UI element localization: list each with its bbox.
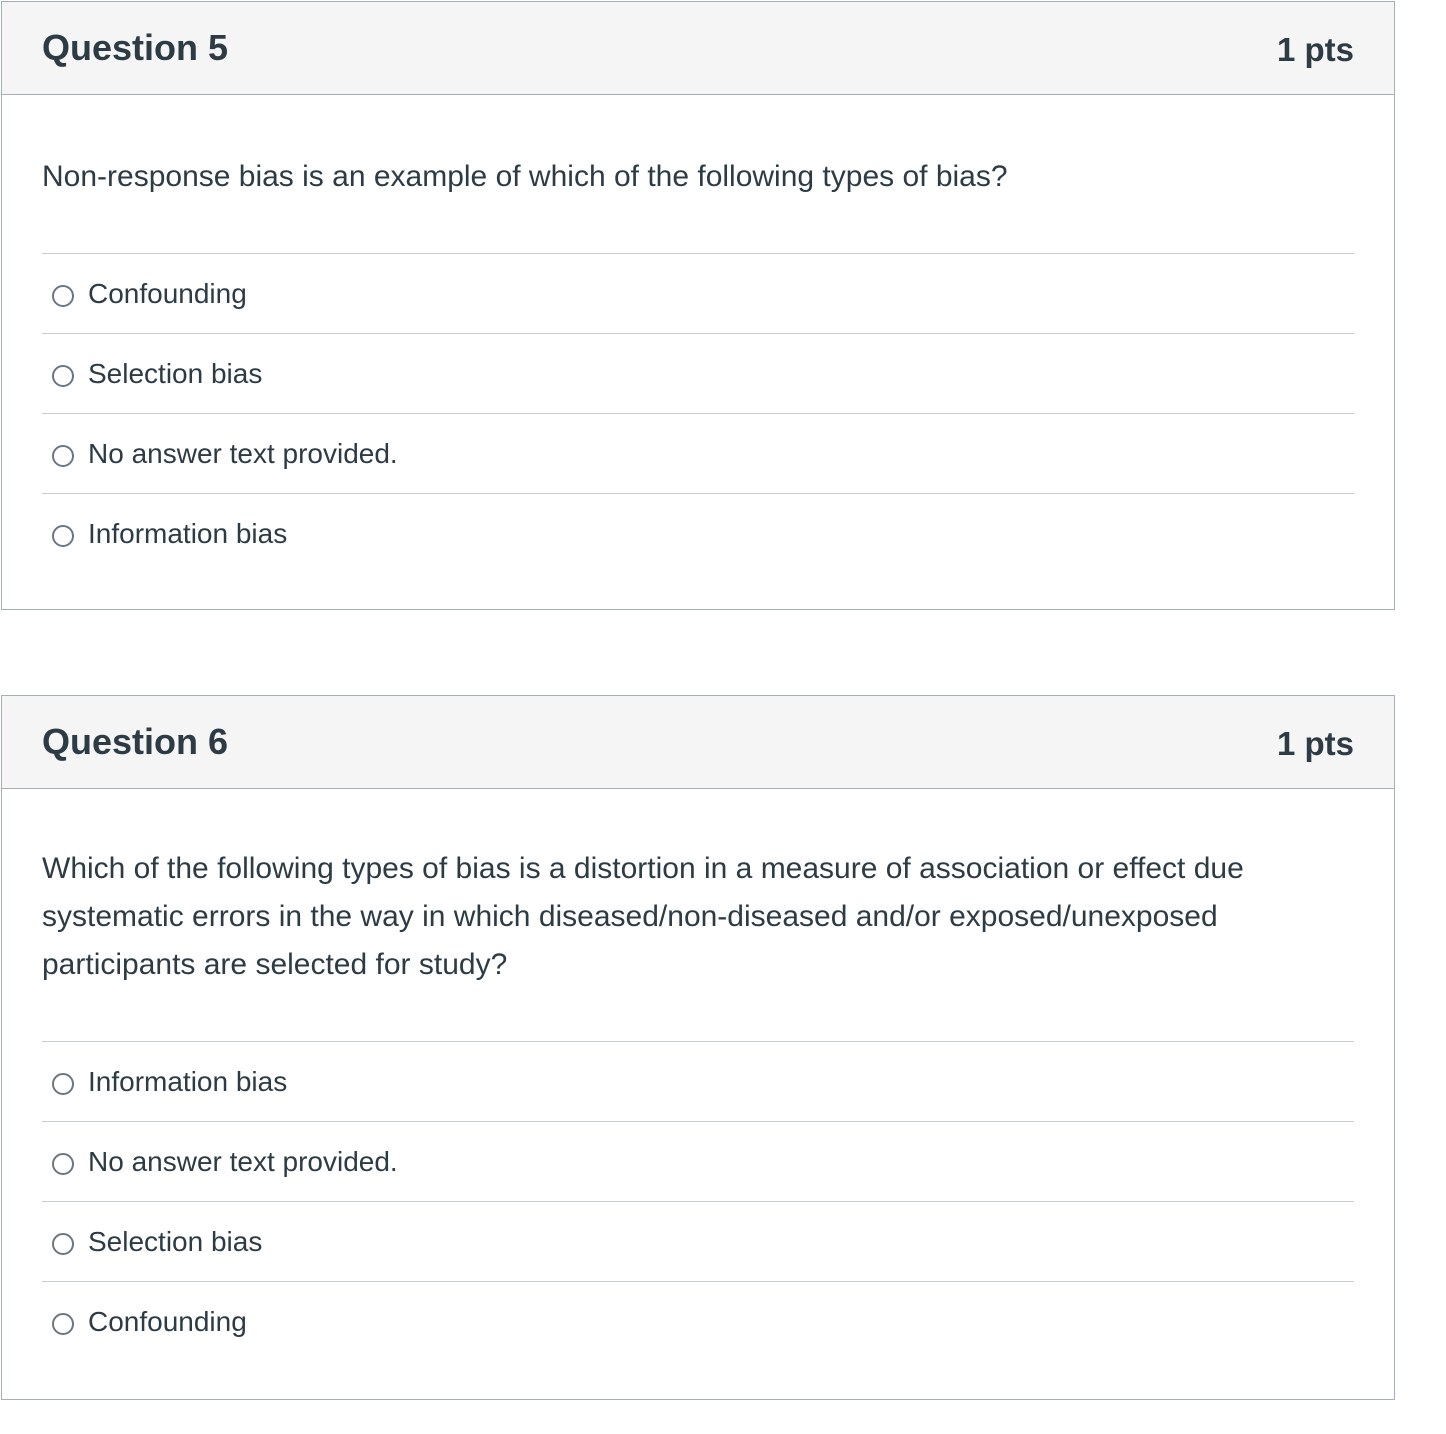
- answer-label: Confounding: [88, 1305, 247, 1337]
- question-header: [2, 2, 1394, 95]
- radio-button[interactable]: [52, 1313, 74, 1335]
- answer-label: Confounding: [88, 277, 247, 309]
- question-text: Non-response bias is an example of which of the following types of bias?: [42, 160, 1008, 193]
- answer-list: [42, 1041, 1354, 1361]
- radio-button[interactable]: [52, 365, 74, 387]
- radio-button[interactable]: [52, 445, 74, 467]
- question-title: Question 6: [42, 721, 229, 762]
- radio-button[interactable]: [52, 1073, 74, 1095]
- question-points: 1 pts: [1276, 31, 1354, 68]
- answer-option[interactable]: [42, 334, 1354, 414]
- radio-button[interactable]: [52, 1233, 74, 1255]
- question-title: Question 5: [42, 27, 229, 68]
- answer-option[interactable]: [42, 1202, 1354, 1282]
- answer-label: Information bias: [88, 517, 288, 549]
- radio-button[interactable]: [52, 285, 74, 307]
- answer-option[interactable]: [42, 494, 1354, 573]
- answer-option[interactable]: [42, 1122, 1354, 1202]
- answer-label: No answer text provided.: [88, 1145, 398, 1177]
- question-body: [2, 95, 1394, 573]
- question-card: [1, 695, 1395, 1400]
- answer-label: Selection bias: [88, 357, 263, 389]
- answer-option[interactable]: [42, 1282, 1354, 1361]
- question-header: [2, 696, 1394, 789]
- question-body: [2, 789, 1394, 1361]
- answer-label: Information bias: [88, 1065, 288, 1097]
- answer-label: Selection bias: [88, 1225, 263, 1257]
- radio-button[interactable]: [52, 1153, 74, 1175]
- question-card: [1, 1, 1395, 610]
- question-text: Which of the following types of bias is a distortion in a measure of association or effect due systematic errors in the way in which diseased/non-diseased and/or exposed/unexposed participants are selected for study?: [42, 852, 1244, 981]
- answer-label: No answer text provided.: [88, 437, 398, 469]
- answer-list: [42, 253, 1354, 573]
- answer-option[interactable]: [42, 414, 1354, 494]
- answer-option[interactable]: [42, 254, 1354, 334]
- radio-button[interactable]: [52, 525, 74, 547]
- answer-option[interactable]: [42, 1042, 1354, 1122]
- question-points: 1 pts: [1276, 725, 1354, 762]
